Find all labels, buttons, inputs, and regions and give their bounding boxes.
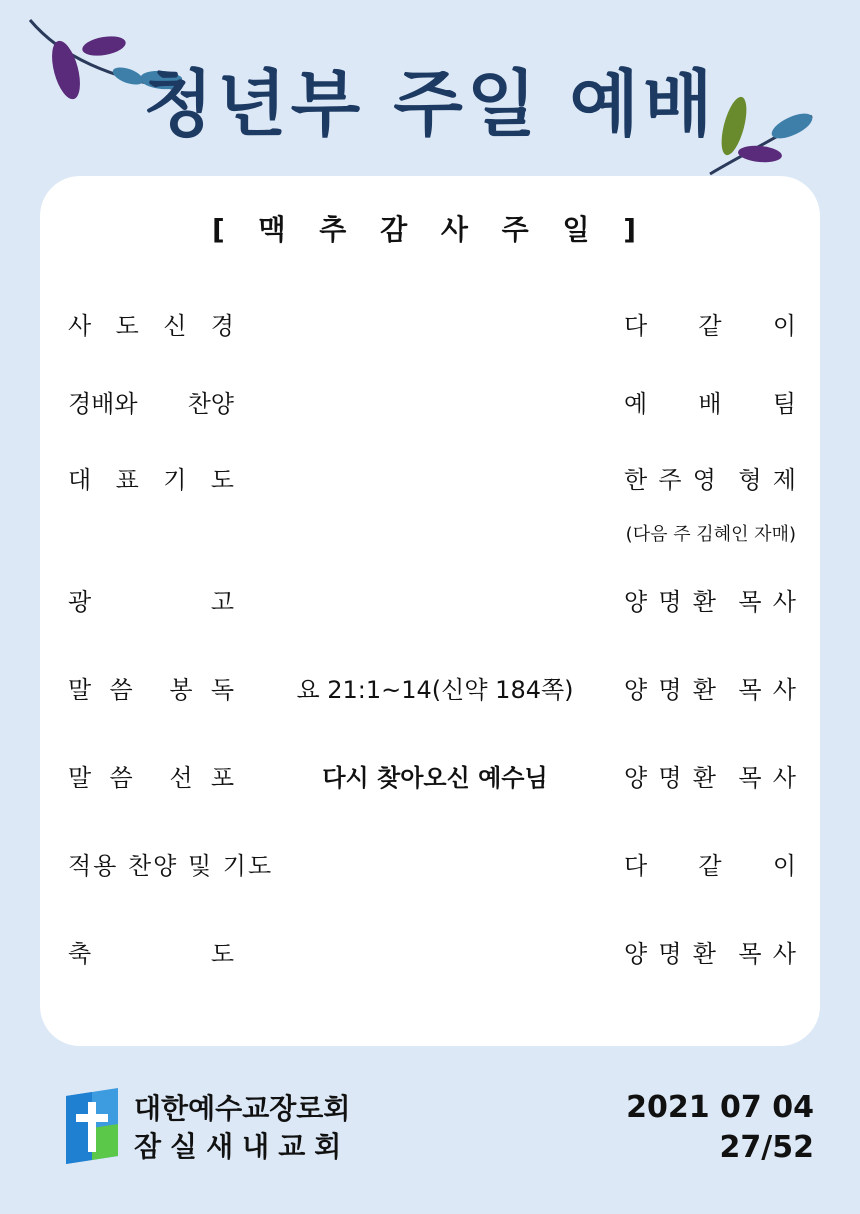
row-label-part: 말 bbox=[68, 764, 92, 792]
row-label-part: 경배와 bbox=[68, 390, 138, 418]
row-label-part: 도 bbox=[210, 466, 234, 494]
row-leader-part: 목 bbox=[738, 940, 762, 968]
service-row bbox=[0, 384, 860, 424]
row-leader-part: 이 bbox=[772, 852, 796, 880]
row-label-part: 기 bbox=[163, 466, 187, 494]
row-leader-part: 환 bbox=[692, 764, 716, 792]
row-label-part: 씀 bbox=[109, 764, 133, 792]
row-leader-part: 명 bbox=[658, 764, 682, 792]
row-label-part: 고 bbox=[210, 588, 234, 616]
row-leader-part: 환 bbox=[692, 676, 716, 704]
row-leader-part: 양 bbox=[624, 940, 648, 968]
row-label-part: 적용 찬양 및 기도 bbox=[68, 852, 274, 880]
row-leader bbox=[624, 384, 796, 419]
row-label-part: 찬양 bbox=[187, 390, 234, 418]
row-label-part: 경 bbox=[210, 312, 234, 340]
church-title: 잠실새내교회 bbox=[134, 1130, 351, 1163]
row-leader-part: 이 bbox=[772, 312, 796, 340]
row-leader-part: 사 bbox=[772, 764, 796, 792]
row-leader bbox=[624, 934, 796, 969]
service-row bbox=[0, 670, 860, 710]
row-leader-part: 예 bbox=[624, 390, 648, 418]
row-leader-part: 양 bbox=[624, 676, 648, 704]
row-label bbox=[68, 934, 234, 969]
service-row bbox=[0, 934, 860, 974]
row-leader-part: 명 bbox=[658, 940, 682, 968]
row-label bbox=[68, 306, 234, 341]
service-row bbox=[0, 846, 860, 886]
row-label bbox=[68, 460, 234, 495]
row-leader-part: 환 bbox=[692, 588, 716, 616]
row-label-part: 선 bbox=[169, 764, 193, 792]
row-leader-part: 배 bbox=[698, 390, 722, 418]
row-leader-part: 다 bbox=[624, 852, 648, 880]
row-label-part: 도 bbox=[210, 940, 234, 968]
row-leader-part: 명 bbox=[658, 676, 682, 704]
row-label-part: 말 bbox=[68, 676, 92, 704]
service-row bbox=[0, 758, 860, 798]
row-leader bbox=[624, 582, 796, 617]
service-subtitle: [ 맥 추 감 사 주 일 ] bbox=[211, 213, 649, 246]
date-block bbox=[626, 1088, 814, 1168]
row-label bbox=[68, 384, 234, 419]
row-label-part: 도 bbox=[115, 312, 139, 340]
row-label-part: 축 bbox=[68, 940, 92, 968]
page-title: 청년부 주일 예배 bbox=[143, 62, 717, 146]
row-label bbox=[68, 582, 234, 617]
church-denomination: 대한예수교장로회 bbox=[134, 1092, 351, 1125]
row-label-part: 표 bbox=[115, 466, 139, 494]
row-leader-part: 양 bbox=[624, 764, 648, 792]
row-leader-part: 목 bbox=[738, 588, 762, 616]
row-leader-part: 사 bbox=[772, 676, 796, 704]
service-row bbox=[0, 582, 860, 622]
row-leader-part: 사 bbox=[772, 940, 796, 968]
row-leader-part: 같 bbox=[698, 852, 722, 880]
row-label-part: 씀 bbox=[109, 676, 133, 704]
row-detail: 다시 찾아오신 예수님 bbox=[322, 764, 548, 792]
church-logo-icon bbox=[66, 1088, 118, 1164]
row-leader-part: 목 bbox=[738, 676, 762, 704]
row-leader-part: 영 bbox=[692, 466, 716, 494]
row-label-part: 대 bbox=[68, 466, 92, 494]
row-label bbox=[68, 758, 234, 793]
service-row bbox=[0, 460, 860, 500]
row-leader-part: 환 bbox=[692, 940, 716, 968]
row-label-part: 광 bbox=[68, 588, 92, 616]
row-leader-part: 주 bbox=[658, 466, 682, 494]
row-leader-part: 한 bbox=[624, 466, 648, 494]
row-leader-part: 다 bbox=[624, 312, 648, 340]
leaf-decoration-top-right bbox=[700, 86, 820, 178]
row-leader bbox=[624, 758, 796, 793]
row-label-part: 사 bbox=[68, 312, 92, 340]
row-leader-part: 제 bbox=[772, 466, 796, 494]
row-leader-part: 형 bbox=[738, 466, 762, 494]
row-label bbox=[68, 846, 274, 881]
church-name bbox=[134, 1090, 350, 1166]
row-leader-part: 양 bbox=[624, 588, 648, 616]
row-label bbox=[68, 670, 234, 705]
row-leader-part: 사 bbox=[772, 588, 796, 616]
service-date: 2021 07 04 bbox=[626, 1090, 814, 1125]
row-label-part: 봉 bbox=[169, 676, 193, 704]
row-detail: 요 21:1~14(신약 184쪽) bbox=[296, 676, 574, 704]
row-leader bbox=[624, 670, 796, 705]
next-week-note: (다음 주 김혜인 자매) bbox=[625, 524, 796, 545]
row-label-part: 신 bbox=[163, 312, 187, 340]
service-row bbox=[0, 306, 860, 346]
row-leader-part: 명 bbox=[658, 588, 682, 616]
row-leader bbox=[624, 460, 796, 495]
row-leader-part: 목 bbox=[738, 764, 762, 792]
row-label-part: 독 bbox=[210, 676, 234, 704]
row-leader bbox=[624, 846, 796, 881]
row-leader-part: 같 bbox=[698, 312, 722, 340]
row-label-part: 포 bbox=[210, 764, 234, 792]
row-leader-part: 팀 bbox=[772, 390, 796, 418]
row-leader bbox=[624, 306, 796, 341]
week-number: 27/52 bbox=[719, 1130, 814, 1165]
